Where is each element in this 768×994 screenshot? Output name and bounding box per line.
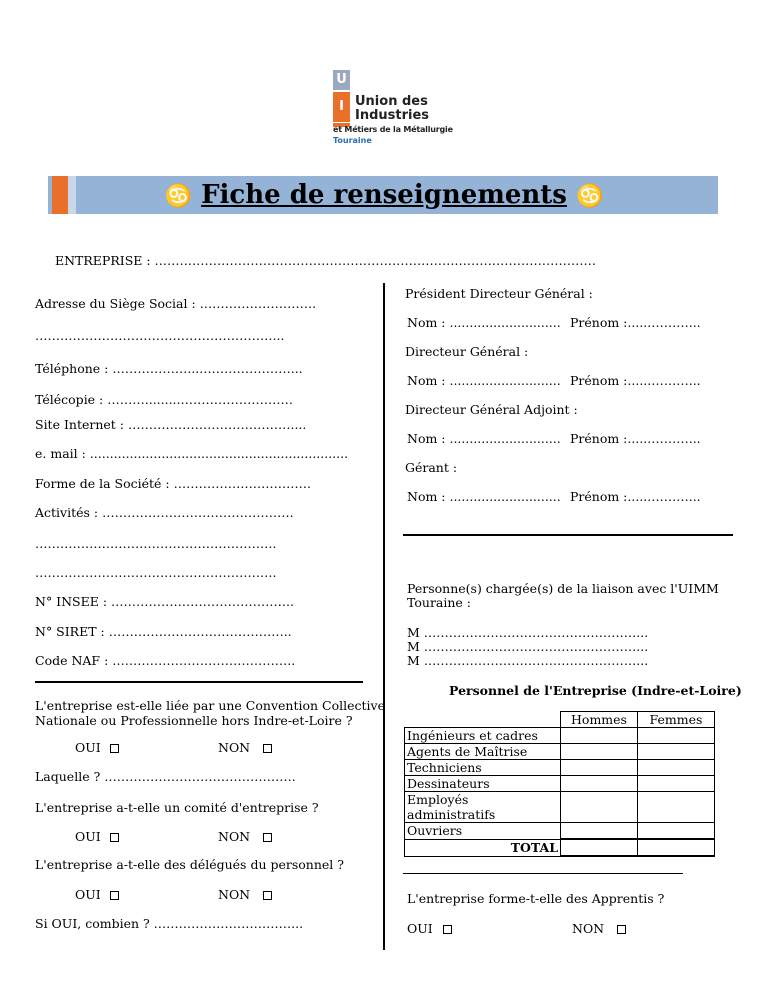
staff-row-label: Techniciens — [405, 760, 561, 776]
staff-total-label: TOTAL — [405, 839, 561, 856]
dg-label: Directeur Général : — [405, 344, 529, 359]
logo-text-line2: Industries — [355, 108, 430, 123]
liaison-contact-1[interactable]: M ……………………………………………... — [407, 625, 649, 640]
insee-field[interactable]: N° INSEE : …………………………………….. — [35, 594, 294, 609]
comite-non-label: NON — [218, 829, 251, 844]
femmes-cell[interactable] — [638, 760, 715, 776]
hommes-total-cell[interactable] — [561, 839, 638, 856]
adresse-continuation-field[interactable]: …………………………………………………... — [35, 328, 285, 343]
staff-section-title: Personnel de l'Entreprise (Indre-et-Loire) — [449, 683, 742, 698]
convention-non-checkbox[interactable] — [263, 744, 272, 753]
logo-letter-u: U — [333, 70, 350, 90]
femmes-total-cell[interactable] — [638, 839, 715, 856]
dga-prenom-field[interactable]: Prénom :......………... — [570, 431, 701, 446]
adresse-field[interactable]: Adresse du Siège Social : ………………………. — [35, 296, 317, 311]
delegues-question: L'entreprise a-t-elle des délégués du personnel ? — [35, 857, 344, 872]
femmes-cell[interactable] — [638, 792, 715, 823]
apprentis-section-rule — [403, 873, 683, 874]
comite-oui-checkbox[interactable] — [110, 833, 119, 842]
convention-oui-label: OUI — [75, 740, 101, 755]
activites-field[interactable]: Activités : ………………………………………. — [35, 505, 294, 520]
logo-text-line4: Touraine — [333, 136, 372, 145]
comite-non-checkbox[interactable] — [263, 833, 272, 842]
staff-table — [404, 711, 715, 857]
gerant-prenom-field[interactable]: Prénom :......………... — [570, 489, 701, 504]
left-ornament-icon: ♋ — [164, 184, 192, 209]
staff-header-hommes: Hommes — [561, 712, 638, 728]
liaison-contact-3[interactable]: M ……………………………………………... — [407, 653, 649, 668]
dga-label: Directeur Général Adjoint : — [405, 402, 578, 417]
staff-row-label: Ouvriers — [405, 823, 561, 840]
liaison-label-line2: Touraine : — [407, 595, 472, 610]
activites-continuation-2[interactable]: …………………………………………………. — [35, 565, 277, 580]
email-field[interactable]: e. mail : ................................................................. — [35, 446, 349, 461]
staff-header-femmes: Femmes — [638, 712, 715, 728]
staff-row-label: Employés administratifs — [405, 792, 561, 823]
laquelle-field[interactable]: Laquelle ? ………………………………………. — [35, 769, 296, 784]
liaison-label-line1: Personne(s) chargée(s) de la liaison avec l'UIMM — [407, 581, 719, 596]
apprentis-oui-checkbox[interactable] — [443, 925, 452, 934]
pdg-nom-field[interactable]: Nom : ............................ — [407, 315, 561, 330]
logo-text-line1: Union des — [355, 94, 428, 109]
apprentis-question: L'entreprise forme-t-elle des Apprentis ? — [407, 891, 665, 906]
uimm-logo — [333, 70, 453, 150]
staff-table-corner — [405, 712, 561, 728]
entreprise-field[interactable]: ENTREPRISE : ……………………………………………………………….…………………………… — [55, 253, 597, 268]
convention-non-label: NON — [218, 740, 251, 755]
comite-oui-label: OUI — [75, 829, 101, 844]
page-title — [0, 180, 768, 210]
gerant-label: Gérant : — [405, 460, 458, 475]
convention-question-line2: Nationale ou Professionnelle hors Indre-et-Loire ? — [35, 713, 353, 728]
dg-prenom-field[interactable]: Prénom :......………... — [570, 373, 701, 388]
hommes-cell[interactable] — [561, 728, 638, 744]
femmes-cell[interactable] — [638, 776, 715, 792]
liaison-contact-2[interactable]: M ……………………………………………... — [407, 639, 649, 654]
hommes-cell[interactable] — [561, 776, 638, 792]
staff-table-header-row — [405, 712, 715, 728]
right-section-rule — [403, 534, 733, 536]
convention-oui-checkbox[interactable] — [110, 744, 119, 753]
femmes-cell[interactable] — [638, 744, 715, 760]
delegues-oui-label: OUI — [75, 887, 101, 902]
naf-field[interactable]: Code NAF : …………………………………….. — [35, 653, 296, 668]
delegues-non-checkbox[interactable] — [263, 891, 272, 900]
column-divider — [383, 283, 385, 950]
convention-question-line1: L'entreprise est-elle liée par une Convention Collective — [35, 698, 385, 713]
hommes-cell[interactable] — [561, 744, 638, 760]
forme-societe-field[interactable]: Forme de la Société : …………………………… — [35, 476, 312, 491]
table-row — [405, 744, 715, 760]
left-section-rule — [35, 681, 363, 683]
table-row — [405, 760, 715, 776]
comite-question: L'entreprise a-t-elle un comité d'entreprise ? — [35, 800, 319, 815]
hommes-cell[interactable] — [561, 792, 638, 823]
hommes-cell[interactable] — [561, 823, 638, 840]
femmes-cell[interactable] — [638, 823, 715, 840]
staff-row-label: Ingénieurs et cadres — [405, 728, 561, 744]
right-ornament-icon: ♋ — [576, 184, 604, 209]
dga-nom-field[interactable]: Nom : ............................ — [407, 431, 561, 446]
table-row — [405, 728, 715, 744]
telecopie-field[interactable]: Télécopie : ……….........……………………… — [35, 392, 294, 407]
hommes-cell[interactable] — [561, 760, 638, 776]
dg-nom-field[interactable]: Nom : ............................ — [407, 373, 561, 388]
staff-total-row — [405, 839, 715, 856]
delegues-oui-checkbox[interactable] — [110, 891, 119, 900]
logo-text-line3: et Métiers de la Métallurgie — [333, 125, 453, 134]
telephone-field[interactable]: Téléphone : ………………....…………………... — [35, 361, 303, 376]
gerant-nom-field[interactable]: Nom : ............................ — [407, 489, 561, 504]
siret-field[interactable]: N° SIRET : …………………………………….. — [35, 624, 292, 639]
apprentis-non-label: NON — [572, 921, 605, 936]
apprentis-oui-label: OUI — [407, 921, 433, 936]
table-row — [405, 792, 715, 823]
site-internet-field[interactable]: Site Internet : ………………………………….... — [35, 417, 307, 432]
page-title-text: Fiche de renseignements — [201, 180, 567, 210]
table-row — [405, 776, 715, 792]
pdg-prenom-field[interactable]: Prénom :......………... — [570, 315, 701, 330]
pdg-label: Président Directeur Général : — [405, 286, 593, 301]
combien-field[interactable]: Si OUI, combien ? ……………………………... — [35, 916, 304, 931]
table-row — [405, 823, 715, 840]
logo-letter-i: I — [333, 92, 350, 122]
apprentis-non-checkbox[interactable] — [617, 925, 626, 934]
staff-row-label: Dessinateurs — [405, 776, 561, 792]
staff-row-label: Agents de Maîtrise — [405, 744, 561, 760]
delegues-non-label: NON — [218, 887, 251, 902]
femmes-cell[interactable] — [638, 728, 715, 744]
activites-continuation-1[interactable]: …………………………………………………. — [35, 536, 277, 551]
